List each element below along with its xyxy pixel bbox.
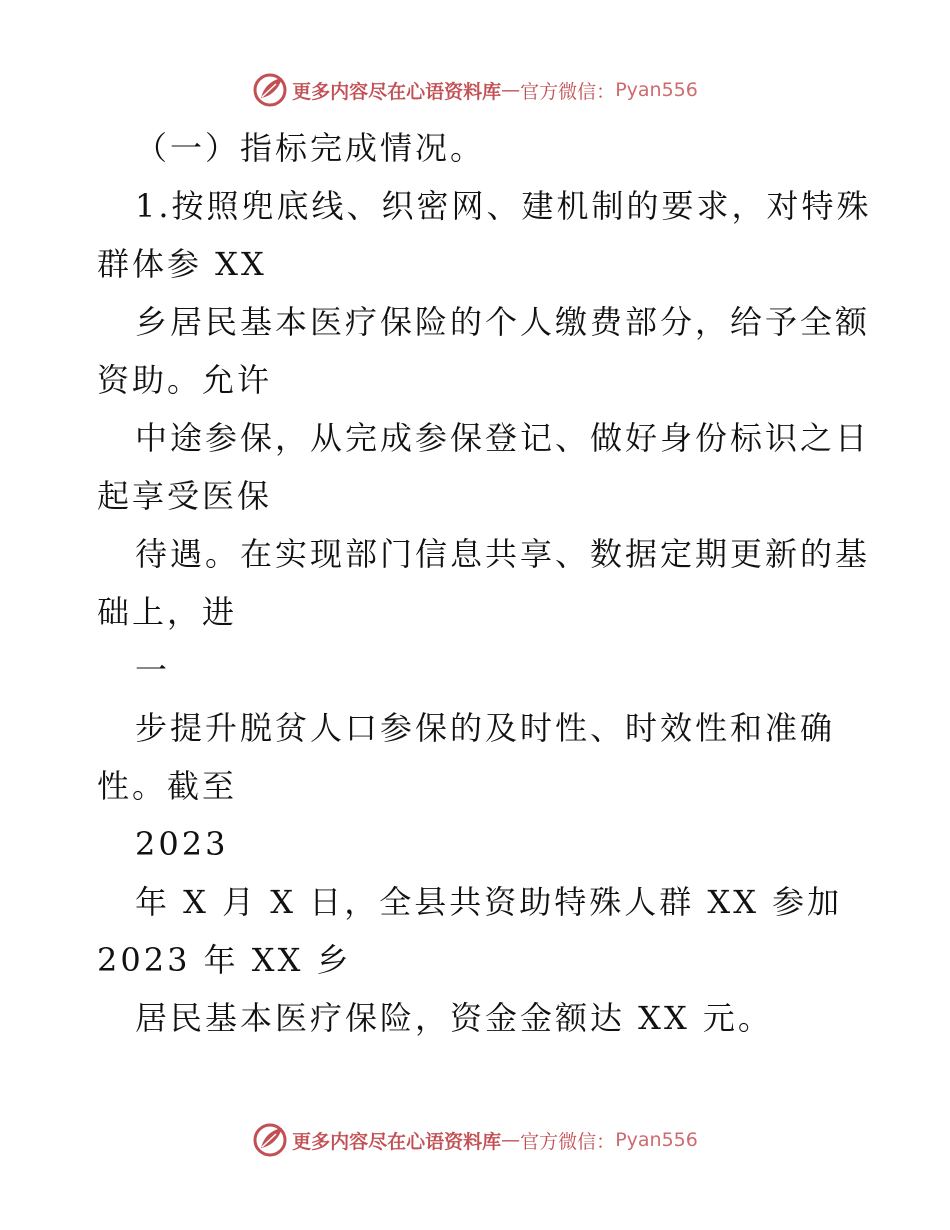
banner-wechat-label: 官方微信： — [520, 1130, 616, 1153]
footer-watermark-banner — [0, 1120, 950, 1160]
paragraph-line: 性。截至 — [97, 767, 238, 805]
paragraph-line: 待遇。在实现部门信息共享、数据定期更新的基 — [135, 535, 871, 573]
section-heading: （一）指标完成情况。 — [135, 129, 486, 167]
paragraph-line: 1.按照兜底线、织密网、建机制的要求，对特殊 — [135, 187, 872, 225]
paragraph-line: 2023 年 XX 乡 — [97, 941, 352, 979]
leaf-logo-icon — [252, 72, 288, 108]
paragraph-line: 础上，进 — [97, 593, 238, 631]
leaf-logo-icon — [252, 1122, 288, 1158]
banner-wechat-label: 官方微信： — [520, 80, 616, 103]
paragraph-line: 2023 — [135, 825, 229, 863]
paragraph-line: 起享受医保 — [97, 477, 273, 515]
paragraph-line: 居民基本医疗保险，资金金额达 XX 元。 — [135, 999, 773, 1037]
banner-wechat-id: Pyan556 — [615, 1129, 698, 1151]
paragraph-line: 乡居民基本医疗保险的个人缴费部分，给予全额 — [135, 303, 871, 341]
banner-text: 更多内容尽在心语资料库 — [292, 80, 502, 103]
banner-dash: — — [501, 79, 521, 101]
banner-dash: — — [501, 1129, 521, 1151]
paragraph-line: 步提升脱贫人口参保的及时性、时效性和准确 — [135, 709, 836, 747]
paragraph-line: 一 — [135, 651, 171, 689]
banner-wechat-id: Pyan556 — [615, 79, 698, 101]
paragraph-line: 群体参 XX — [97, 245, 267, 283]
header-watermark-banner — [0, 70, 950, 110]
banner-text: 更多内容尽在心语资料库 — [292, 1130, 502, 1153]
paragraph-line: 资助。允许 — [97, 361, 273, 399]
paragraph-line: 中途参保，从完成参保登记、做好身份标识之日 — [135, 419, 871, 457]
paragraph-line: 年 X 月 X 日，全县共资助特殊人群 XX 参加 — [135, 883, 843, 921]
